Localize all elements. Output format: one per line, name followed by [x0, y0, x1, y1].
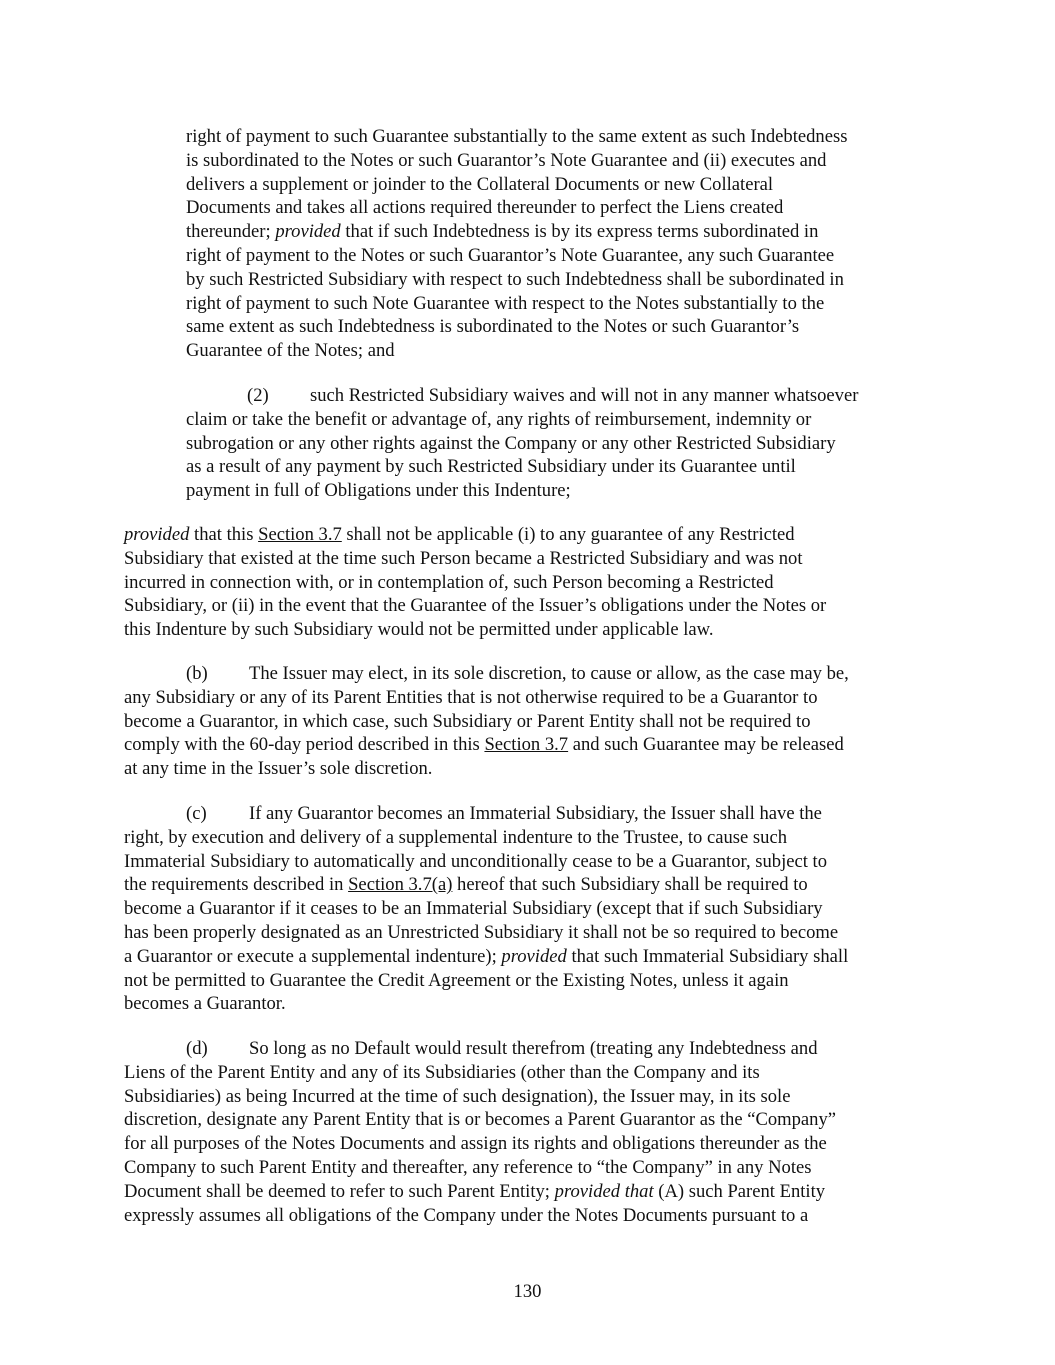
text-line: right of payment to such Guarantee substantially to the same extent as such Indebtedness [186, 126, 848, 147]
text-line: Immaterial Subsidiary to automatically and unconditionally cease to be a Guarantor, subject to [124, 850, 828, 872]
provided-term: provided [275, 221, 341, 243]
clause-number: (b) [186, 663, 208, 684]
section-reference-link[interactable]: Section 3.7(a) [348, 874, 453, 896]
text-line: payment in full of Obligations under this Indenture; [186, 480, 571, 502]
text-line: become a Guarantor if it ceases to be an Immaterial Subsidiary (except that if such Subsidiary [124, 898, 823, 920]
text-line: become a Guarantor, in which case, such Subsidiary or Parent Entity shall not be required to [124, 710, 811, 732]
text-line: comply with the 60-day period described in this Section 3.7 and such Guarantee may be released [124, 734, 844, 756]
text-line: right of payment to the Notes or such Guarantor’s Note Guarantee, any such Guarantee [186, 244, 835, 266]
text-line: right of payment to such Note Guarantee with respect to the Notes substantially to the [186, 292, 825, 314]
text-line: subrogation or any other rights against the Company or any other Restricted Subsidiary [186, 432, 836, 454]
text-line: Documents and takes all actions required thereunder to perfect the Liens created [186, 197, 784, 219]
text-line: expressly assumes all obligations of the Company under the Notes Documents pursuant to a [124, 1204, 809, 1226]
text-line: any Subsidiary or any of its Parent Entities that is not otherwise required to be a Guarantor to [124, 686, 818, 708]
text-line: Liens of the Parent Entity and any of its Subsidiaries (other than the Company and its [124, 1061, 760, 1083]
text-line: is subordinated to the Notes or such Guarantor’s Note Guarantee and (ii) executes and [186, 149, 827, 171]
text-line: delivers a supplement or joinder to the Collateral Documents or new Collateral [186, 173, 774, 195]
text-line: right, by execution and delivery of a supplemental indenture to the Trustee, to cause such [124, 826, 788, 848]
text-line: (b) The Issuer may elect, in its sole discretion, to cause or allow, as the case may be, [124, 662, 849, 686]
text-line: as a result of any payment by such Restricted Subsidiary under its Guarantee until [186, 456, 796, 478]
text-line: incurred in connection with, or in contemplation of, such Person becoming a Restricted [124, 571, 774, 593]
clause-number: (2) [247, 385, 269, 406]
text-line: (c) If any Guarantor becomes an Immaterial Subsidiary, the Issuer shall have the [124, 802, 848, 826]
text-line: for all purposes of the Notes Documents and assign its rights and obligations thereunder as the [124, 1133, 827, 1155]
text-line: the requirements described in Section 3.7(a) hereof that such Subsidiary shall be required to [124, 874, 808, 896]
text-line: at any time in the Issuer’s sole discretion. [124, 758, 433, 780]
text-line: Subsidiaries) as being Incurred at the time of such designation), the Issuer may, in its sole [124, 1085, 791, 1107]
text-line: not be permitted to Guarantee the Credit Agreement or the Existing Notes, unless it again [124, 969, 789, 991]
text-line: has been properly designated as an Unrestricted Subsidiary it shall not be so required to become [124, 921, 839, 943]
text-line: Document shall be deemed to refer to such Parent Entity; provided that (A) such Parent Entity [124, 1180, 826, 1202]
text-line: Company to such Parent Entity and thereafter, any reference to “the Company” in any Notes [124, 1156, 812, 1178]
text-line: provided that this Section 3.7 shall not be applicable (i) to any guarantee of any Restricted [124, 524, 795, 545]
clause-c [124, 802, 848, 1016]
clause-d [124, 1037, 836, 1227]
clause-number: (d) [186, 1038, 208, 1059]
text-line: becomes a Guarantor. [124, 993, 286, 1015]
clause-b [124, 662, 849, 781]
paragraph-continuation [186, 125, 847, 363]
text-line: claim or take the benefit or advantage of, any rights of reimbursement, indemnity or [186, 408, 812, 430]
text-line: a Guarantor or execute a supplemental indenture); provided that such Immaterial Subsidiary shall [124, 945, 849, 967]
provided-term: provided that [554, 1180, 654, 1202]
provided-term: provided [501, 945, 567, 967]
text-line: Subsidiary, or (ii) in the event that the Guarantee of the Issuer’s obligations under the Notes or [124, 595, 827, 617]
section-reference-link[interactable]: Section 3.7 [258, 524, 342, 545]
text-line: this Indenture by such Subsidiary would not be permitted under applicable law. [124, 619, 714, 641]
text-line: (d) So long as no Default would result therefrom (treating any Indebtedness and [124, 1037, 836, 1061]
text-line: Subsidiary that existed at the time such Person became a Restricted Subsidiary and was not [124, 547, 803, 569]
section-reference-link[interactable]: Section 3.7 [484, 734, 569, 756]
text-line: same extent as such Indebtedness is subordinated to the Notes or such Guarantor’s [186, 316, 800, 338]
provided-paragraph [124, 523, 826, 642]
text-line: Guarantee of the Notes; and [186, 340, 395, 362]
provided-term: provided [124, 524, 190, 545]
text-line: by such Restricted Subsidiary with respect to such Indebtedness shall be subordinated in [186, 268, 844, 290]
text-line: (2) such Restricted Subsidiary waives and will not in any manner whatsoever [186, 384, 858, 408]
text-line: discretion, designate any Parent Entity that is or becomes a Parent Guarantor as the “Company” [124, 1109, 837, 1131]
text-line: thereunder; provided that if such Indebtedness is by its express terms subordinated in [186, 221, 819, 243]
page-number: 130 [513, 1281, 542, 1302]
clause-2 [186, 384, 858, 503]
clause-number: (c) [186, 803, 207, 824]
